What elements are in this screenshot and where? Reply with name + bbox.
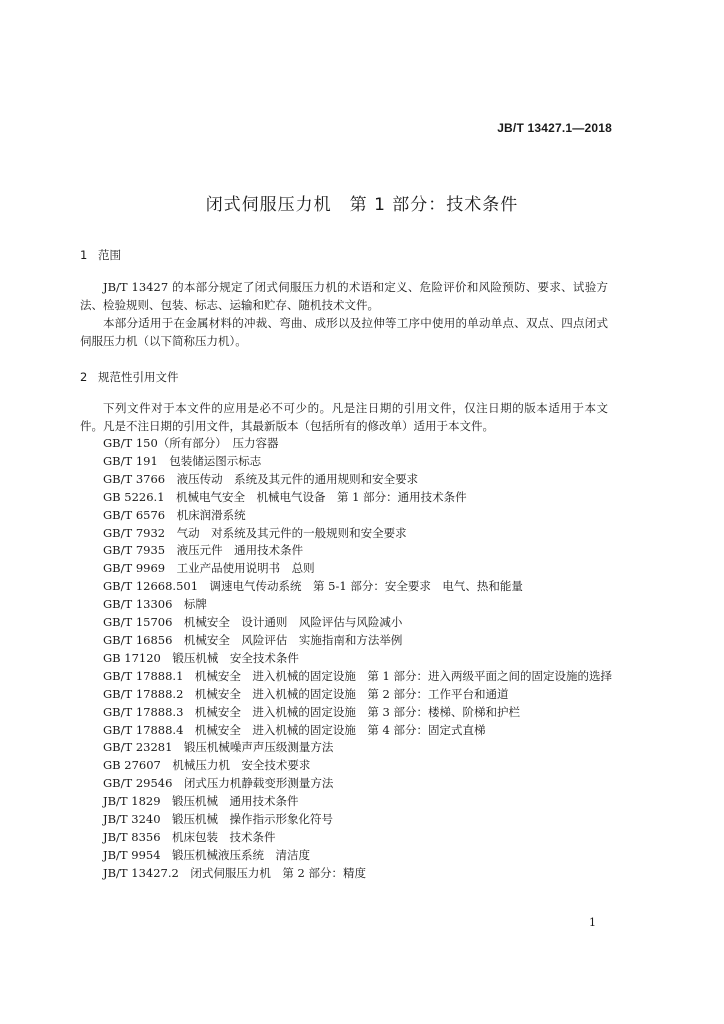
reference-item: GB 17120 锻压机械 安全技术条件 xyxy=(103,650,299,665)
section-title: 规范性引用文件 xyxy=(98,370,179,384)
scope-paragraph-1: JB/T 13427 的本部分规定了闭式伺服压力机的术语和定义、危险评价和风险预防、要求、试验方法、检验规则、包装、标志、运输和贮存、随机技术文件。 xyxy=(80,280,608,312)
reference-item: GB/T 17888.1 机械安全 进入机械的固定设施 第 1 部分：进入两级平面之间的固定设施的选择 xyxy=(103,668,613,683)
reference-item: GB/T 23281 锻压机械噪声声压级测量方法 xyxy=(103,740,334,755)
section-title: 范围 xyxy=(98,248,121,262)
scope-paragraph-2: 本部分适用于在金属材料的冲裁、弯曲、成形以及拉伸等工序中使用的单动单点、双点、四点闭式伺服压力机（以下简称压力机）。 xyxy=(80,316,608,348)
section-number: 1 xyxy=(80,248,88,262)
reference-item: GB/T 9969 工业产品使用说明书 总则 xyxy=(103,561,315,576)
reference-item: GB/T 12668.501 调速电气传动系统 第 5-1 部分：安全要求 电气、热和能量 xyxy=(103,579,523,594)
section-heading-scope xyxy=(80,247,121,263)
reference-item: GB/T 17888.3 机械安全 进入机械的固定设施 第 3 部分：楼梯、阶梯和护栏 xyxy=(103,704,521,719)
reference-item: GB/T 16856 机械安全 风险评估 实施指南和方法举例 xyxy=(103,632,403,647)
references-intro-paragraph: 下列文件对于本文件的应用是必不可少的。凡是注日期的引用文件，仅注日期的版本适用于本文件。凡是不注日期的引用文件，其最新版本（包括所有的修改单）适用于本文件。 xyxy=(80,401,608,433)
reference-list xyxy=(103,435,612,883)
reference-item: GB/T 150（所有部分） 压力容器 xyxy=(103,436,279,450)
document-title: 闭式伺服压力机 第 1 部分：技术条件 xyxy=(205,195,519,215)
standard-number: JB/T 13427.1—2018 xyxy=(497,121,612,135)
section-number: 2 xyxy=(80,370,88,384)
reference-item: JB/T 3240 锻压机械 操作指示形象化符号 xyxy=(103,812,334,827)
reference-item: GB/T 29546 闭式压力机静载变形测量方法 xyxy=(103,776,334,791)
reference-item: GB/T 3766 液压传动 系统及其元件的通用规则和安全要求 xyxy=(103,471,419,486)
reference-item: GB/T 7935 液压元件 通用技术条件 xyxy=(103,543,304,558)
reference-item: JB/T 8356 机床包装 技术条件 xyxy=(103,829,276,844)
reference-item: GB/T 17888.4 机械安全 进入机械的固定设施 第 4 部分：固定式直梯 xyxy=(103,722,486,737)
reference-item: JB/T 13427.2 闭式伺服压力机 第 2 部分：精度 xyxy=(103,865,366,880)
reference-item: GB/T 191 包装储运图示标志 xyxy=(103,453,262,468)
reference-item: JB/T 1829 锻压机械 通用技术条件 xyxy=(103,794,299,809)
reference-item: GB/T 6576 机床润滑系统 xyxy=(103,507,246,522)
reference-item: GB 27607 机械压力机 安全技术要求 xyxy=(103,758,311,773)
reference-item: GB/T 17888.2 机械安全 进入机械的固定设施 第 2 部分：工作平台和通道 xyxy=(103,686,509,701)
page-number: 1 xyxy=(589,916,596,929)
reference-item: GB/T 7932 气动 对系统及其元件的一般规则和安全要求 xyxy=(103,525,407,540)
section-heading-normative-references xyxy=(80,369,179,385)
reference-item: GB 5226.1 机械电气安全 机械电气设备 第 1 部分：通用技术条件 xyxy=(103,489,467,504)
reference-item: GB/T 13306 标牌 xyxy=(103,597,207,612)
reference-item: GB/T 15706 机械安全 设计通则 风险评估与风险减小 xyxy=(103,615,403,630)
reference-item: JB/T 9954 锻压机械液压系统 清洁度 xyxy=(103,847,311,862)
